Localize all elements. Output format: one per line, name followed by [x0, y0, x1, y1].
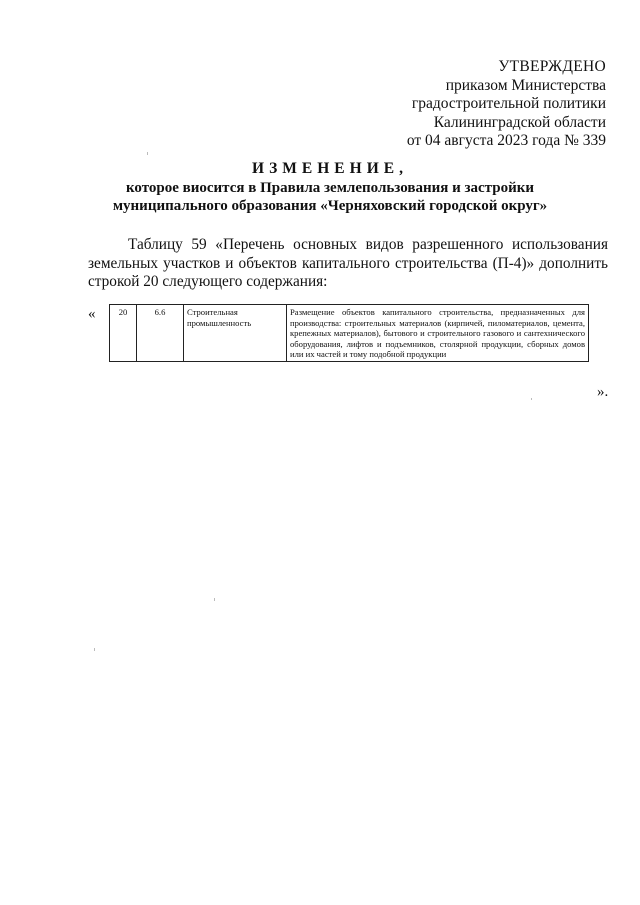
body-paragraph [88, 236, 608, 292]
scan-speck [214, 598, 215, 601]
heading-title: ИЗМЕНЕНИЕ, [252, 160, 408, 177]
approval-line-policy: градостроительной политики [411, 95, 606, 113]
amendment-table [109, 304, 589, 362]
row-name-cell: Строительная промышленность [184, 305, 287, 362]
approval-line-region: Калининградской области [433, 113, 606, 131]
row-description-cell: Размещение объектов капитального строительства, предназначенных для производства: строительных материалов (кирпичей, пиломатериалов, цемента, крепежных материалов), бытового и строительного газового и сантехнического оборудования, лифтов и подъемников, столярной продукции, сборных домов или их частей и тому подобной продукции [287, 305, 589, 362]
heading-municipality: муниципального образования «Черняховский городской округ» [112, 198, 548, 214]
approval-line-ministry: приказом Министерства [445, 76, 606, 94]
scan-speck [531, 398, 532, 400]
scan-speck [94, 648, 95, 651]
document-heading [100, 160, 560, 216]
scan-speck [147, 152, 148, 155]
heading-subtitle: которое виосится в Правила землепользования и застройки [125, 179, 535, 196]
table-row [110, 305, 589, 362]
row-number-cell: 20 [110, 305, 137, 362]
row-code-cell: 6.6 [137, 305, 184, 362]
quote-open-mark: « [88, 306, 96, 322]
body-paragraph-text: Таблицу 59 «Перечень основных видов разрешенного использования земельных участков и объектов капитального строительства (П-4)» дополнить строкой 20 следующего содержания: [88, 236, 608, 291]
approval-block [407, 58, 606, 151]
quote-close-mark: ». [597, 384, 609, 400]
approval-title: УТВЕРЖДЕНО [498, 58, 606, 75]
approval-line-date: от 04 августа 2023 года № 339 [406, 132, 606, 150]
